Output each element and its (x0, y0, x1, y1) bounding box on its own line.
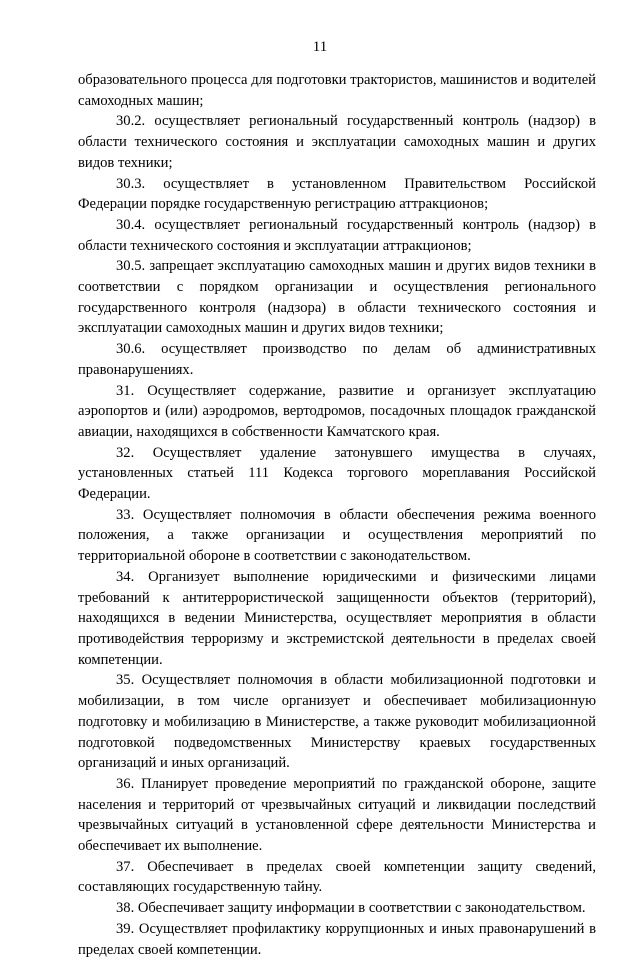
paragraph-34: 34. Организует выполнение юридическими и физическими лицами требований к антитеррористической защищенности объектов (территорий), находящихся в ведении Министерства, осуществляет мероприятия в области противодействия терроризму и экстремистской деятельности в пределах своей компетенции. (78, 568, 596, 668)
paragraph-35: 35. Осуществляет полномочия в области мобилизационной подготовки и мобилизации, в том числе организует и обеспечивает мобилизационную подготовку и мобилизацию в Министерстве, а также руководит мобилизационной подготовкой подведомственных Министерству краевых государственных организаций и иных организаций. (78, 672, 596, 772)
paragraph-30-5: 30.5. запрещает эксплуатацию самоходных машин и других видов техники в соответствии с порядком организации и осуществления регионального государственного контроля (надзора) в области технического состояния и эксплуатации самоходных машин и других видов техники; (78, 258, 596, 337)
paragraph-36: 36. Планирует проведение мероприятий по гражданской обороне, защите населения и территорий от чрезвычайных ситуаций и ликвидации последствий чрезвычайных ситуаций в установленной сфере деятельности Министерства и обеспечивает их выполнение. (78, 775, 596, 855)
paragraph-37: 37. Обеспечивает в пределах своей компетенции защиту сведений, составляющих государственную тайну. (78, 858, 596, 896)
paragraph-30-1-continuation: образовательного процесса для подготовки трактористов, машинистов и водителей самоходных машин; (78, 72, 596, 109)
paragraph-30-2: 30.2. осуществляет региональный государственный контроль (надзор) в области технического состояния и эксплуатации самоходных машин и других видов техники; (78, 113, 596, 171)
paragraph-32: 32. Осуществляет удаление затонувшего имущества в случаях, установленных статьей 111 Кодекса торгового мореплавания Российской Федерации. (78, 444, 596, 503)
paragraph-38: 38. Обеспечивает защиту информации в соответствии с законодательством. (116, 900, 586, 917)
paragraph-30-4: 30.4. осуществляет региональный государственный контроль (надзор) в области технического состояния и эксплуатации аттракционов; (78, 216, 596, 254)
paragraph-30-6: 30.6. осуществляет производство по делам об административных правонарушениях. (78, 341, 596, 378)
page-number: 11 (312, 39, 328, 55)
paragraph-31: 31. Осуществляет содержание, развитие и организует эксплуатацию аэропортов и (или) аэродромов, вертодромов, посадочных площадок гражданской авиации, находящихся в собственности Камчатского края. (78, 382, 596, 440)
paragraph-39: 39. Осуществляет профилактику коррупционных и иных правонарушений в пределах своей компетенции. (78, 920, 596, 958)
paragraph-30-3: 30.3. осуществляет в установленном Правительством Российской Федерации порядке государственную регистрацию аттракционов; (78, 175, 596, 213)
paragraph-33: 33. Осуществляет полномочия в области обеспечения режима военного положения, а также организации и осуществления мероприятий по территориальной обороне в соответствии с законодательством. (78, 506, 596, 565)
document-body (78, 70, 596, 960)
